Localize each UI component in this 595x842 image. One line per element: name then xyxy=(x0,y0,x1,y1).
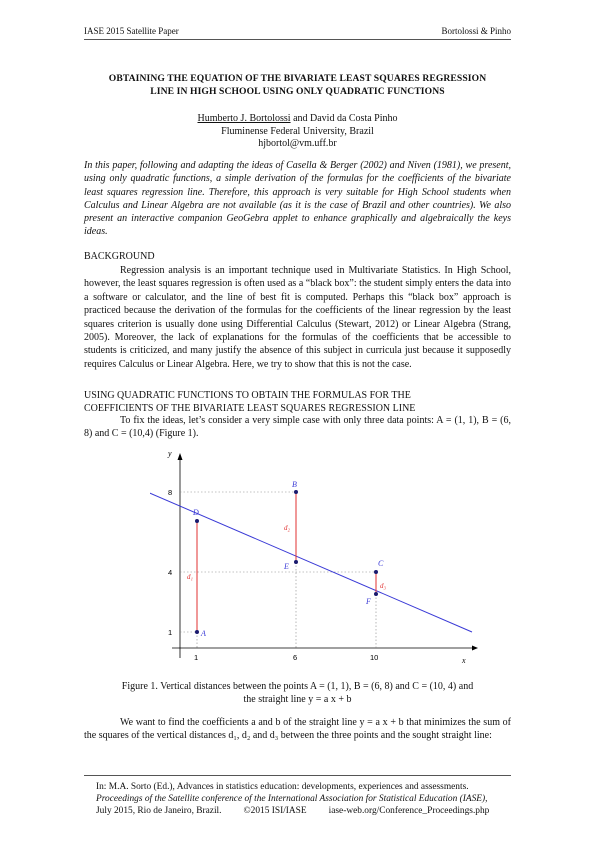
intro-paragraph xyxy=(84,414,511,441)
y-tick-4: 4 xyxy=(168,568,173,577)
y-tick-8: 8 xyxy=(168,488,173,497)
paper-title xyxy=(84,72,511,98)
x-tick-1: 1 xyxy=(194,653,199,662)
point-label-a: A xyxy=(201,629,206,638)
label-d3: d₃ xyxy=(380,582,386,590)
author-block xyxy=(84,113,511,151)
footer-copyright: ©2015 ISI/IASE xyxy=(243,805,307,816)
footer-citation xyxy=(96,782,511,817)
point-e xyxy=(294,560,298,564)
x-tick-6: 6 xyxy=(293,653,298,662)
background-text: Regression analysis is an important technique used in Multivariate Statistics. In High School, however, the least squares regression is often used as a “black box”: the student simply enters the data into a software or calculator, and the line of best fit is computed. Perhaps this “black box” approach is practiced because the derivation of the formulas for the coefficients of the linear regression by the least squares criterion is usually done using Differential Calculus (Stewart, 2012) or Linear Algebra (Strang, 2005). Moreover, the lack of explanations for the formulas of the coefficients that be accessible to students is criticized, and many justify the absence of this subject in curricula just because it supposedly requires Calculus or Linear Algebra. Here, we try to show that this is not the case. xyxy=(84,265,511,370)
label-d1: d₁ xyxy=(187,573,193,581)
running-header-right: Bortolossi & Pinho xyxy=(441,26,511,36)
affiliation: Fluminense Federal University, Brazil xyxy=(221,125,374,137)
title-line-1: OBTAINING THE EQUATION OF THE BIVARIATE LEAST SQUARES REGRESSION xyxy=(108,73,487,84)
section-heading-background: BACKGROUND xyxy=(84,251,155,262)
x-axis-label: x xyxy=(462,656,466,665)
section-heading-quadratic xyxy=(84,389,415,415)
footer-line-1: In: M.A. Sorto (Ed.), Advances in statistics education: developments, experiences and assessments. xyxy=(96,782,469,792)
point-label-e: E xyxy=(284,562,289,571)
point-label-d: D xyxy=(193,508,199,517)
other-authors: and David da Costa Pinho xyxy=(290,113,398,124)
point-label-f: F xyxy=(366,597,371,606)
point-f xyxy=(374,592,378,596)
figure-1 xyxy=(150,448,480,675)
caption-line-1: Figure 1. Vertical distances between the points A = (1, 1), B = (6, 8) and C = (10, 4) and xyxy=(121,681,474,692)
abstract: In this paper, following and adapting the ideas of Casella & Berger (2002) and Niven (1981), we present, using only quadratic functions, a simple derivation of the formulas for the coefficients of the bivariate least squares regression line. Therefore, this approach is very suitable for High School students when Calculus and Linear Algebra are not available (as it is the case of Brazil and other countries). We also present an interactive companion GeoGebra applet to enhance graphically and algebraically the keys ideas. xyxy=(84,160,511,238)
y-axis-label: y xyxy=(168,449,172,458)
author-names xyxy=(84,113,511,126)
footer-line-3 xyxy=(96,806,511,818)
running-header-left: IASE 2015 Satellite Paper xyxy=(84,26,179,36)
point-label-c: C xyxy=(378,559,384,568)
figure-caption xyxy=(84,680,511,707)
point-b xyxy=(294,490,298,494)
point-c xyxy=(374,570,378,574)
regression-plot xyxy=(150,448,480,670)
first-author-link[interactable]: Humberto J. Bortolossi xyxy=(197,113,291,124)
section-heading-line-1: USING QUADRATIC FUNCTIONS TO OBTAIN THE FORMULAS FOR THE xyxy=(84,390,411,401)
title-line-2: LINE IN HIGH SCHOOL USING ONLY QUADRATIC FUNCTIONS xyxy=(150,86,445,97)
point-d xyxy=(195,519,199,523)
section-heading-line-2: COEFFICIENTS OF THE BIVARIATE LEAST SQUARES REGRESSION LINE xyxy=(84,403,416,414)
point-label-b: B xyxy=(292,480,297,489)
y-tick-1: 1 xyxy=(168,628,173,637)
label-d2: d₂ xyxy=(284,524,290,532)
objective-paragraph xyxy=(84,716,511,743)
point-a xyxy=(195,630,199,634)
background-paragraph xyxy=(84,264,511,371)
x-axis-arrow xyxy=(472,646,478,651)
footer-url[interactable]: iase-web.org/Conference_Proceedings.php xyxy=(328,805,490,816)
intro-text: To fix the ideas, let’s consider a very simple case with only three data points: A = (1, 1), B = (6, 8) and C = (10,4) (Figure 1). xyxy=(84,415,511,440)
footer-date: July 2015, Rio de Janeiro, Brazil. xyxy=(96,805,222,816)
objective-text: We want to find the coefficients a and b of the straight line y = a x + b that minimizes the sum of the squares of the vertical distances d₁, d₂ and d₃ between the three points and the sought straight line: xyxy=(84,717,511,742)
email: hjbortol@vm.uff.br xyxy=(258,138,337,149)
x-tick-10: 10 xyxy=(370,653,379,662)
footer-rule xyxy=(84,775,511,776)
caption-line-2: the straight line y = a x + b xyxy=(243,694,352,706)
footer-line-2: Proceedings of the Satellite conference of the International Association for Statistical Education (IASE), xyxy=(96,793,488,804)
y-axis-arrow xyxy=(178,453,183,460)
header-rule xyxy=(84,39,511,40)
